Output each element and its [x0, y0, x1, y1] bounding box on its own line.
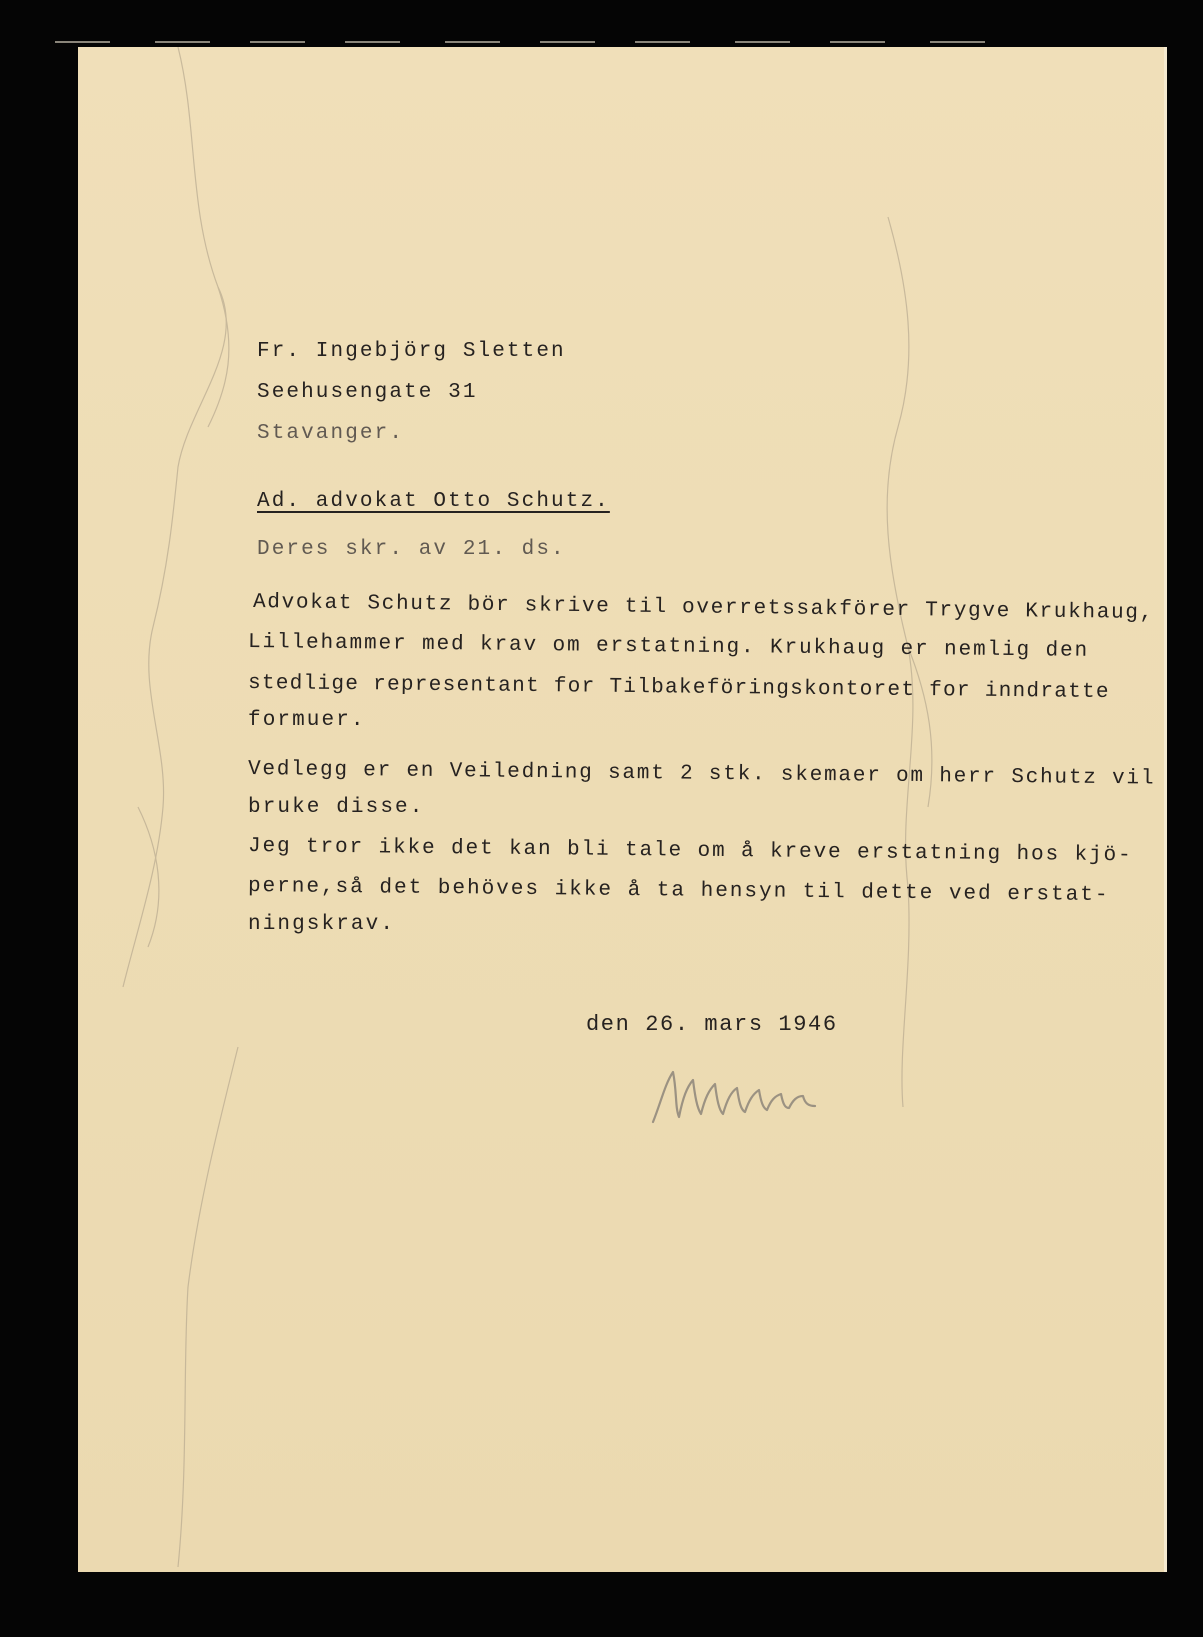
scan-edge-marks — [55, 41, 1035, 45]
body-line: stedlige representant for Tilbakeföringskontoret for inndratte — [247, 672, 1111, 705]
body-line: Jeg tror ikke det kan bli tale om å kreve erstatning hos kjö- — [247, 835, 1133, 868]
recipient-city: Stavanger. — [257, 422, 405, 445]
handwritten-signature — [643, 1062, 843, 1132]
body-line: Vedlegg er en Veiledning samt 2 stk. skemaer om herr Schutz vil — [247, 758, 1156, 791]
recipient-street: Seehusengate 31 — [257, 381, 478, 404]
reference-line: Deres skr. av 21. ds. — [257, 538, 566, 561]
body-line: ningskrav. — [248, 913, 396, 936]
recipient-name: Fr. Ingebjörg Sletten — [257, 340, 566, 363]
body-line: perne,så det behöves ikke å ta hensyn til dette ved erstat- — [247, 875, 1110, 908]
body-line: bruke disse. — [248, 796, 425, 819]
body-line: Advokat Schutz bör skrive til overretssakförer Trygve Krukhaug, — [252, 591, 1155, 626]
letter-page — [78, 47, 1167, 1572]
subject-line: Ad. advokat Otto Schutz. — [257, 490, 610, 513]
body-line: formuer. — [248, 709, 366, 732]
letter-date: den 26. mars 1946 — [586, 1012, 838, 1037]
body-line: Lillehammer med krav om erstatning. Krukhaug er nemlig den — [247, 631, 1090, 663]
pencil-crease-lines — [78, 47, 1164, 1572]
